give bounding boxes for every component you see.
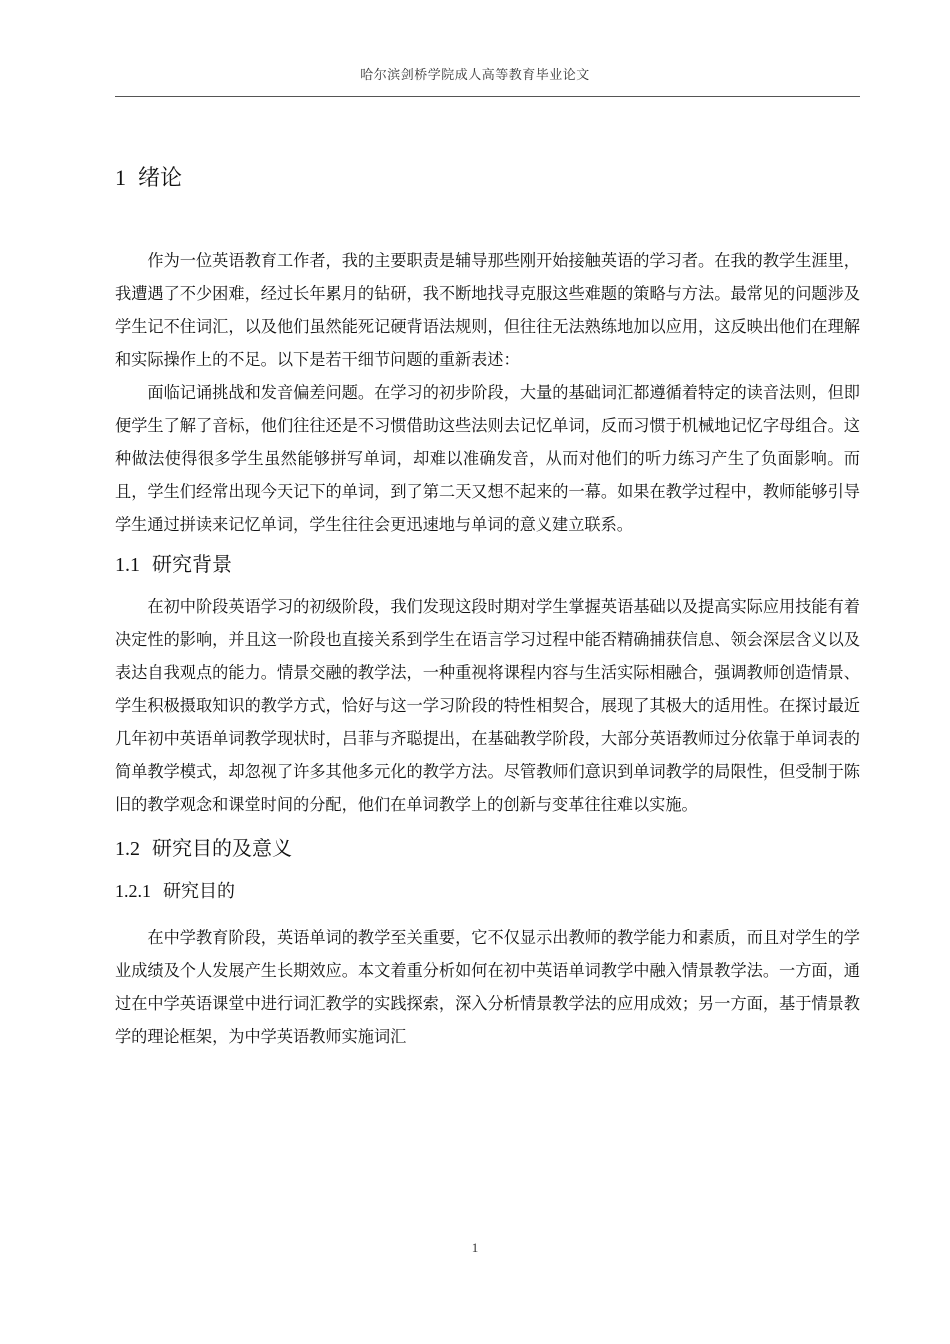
subsection-heading-1-2-1 [115,876,860,907]
section-number: 1.2 [115,838,140,860]
chapter-paragraph-2: 面临记诵挑战和发音偏差问题。在学习的初步阶段，大量的基础词汇都遵循着特定的读音法则，但即便学生了解了音标，他们往往还是不习惯借助这些法则去记忆单词，反而习惯于机械地记忆字母组合。这种做法使得很多学生虽然能够拼写单词，却难以准确发音，从而对他们的听力练习产生了负面影响。而且，学生们经常出现今天记下的单词，到了第二天又想不起来的一幕。如果在教学过程中，教师能够引导学生通过拼读来记忆单词，学生往往会更迅速地与单词的意义建立联系。 [115,383,860,534]
subsection-number: 1.2.1 [115,881,151,901]
chapter-title: 绪论 [138,166,183,191]
chapter-heading [115,160,860,197]
subsection-title: 研究目的 [163,881,235,902]
section-title: 研究目的及意义 [152,836,292,860]
section-heading-1-2 [115,831,860,866]
page-number: 1 [471,1240,479,1255]
header-divider [115,96,860,97]
section-1-2-1-paragraph-1: 在中学教育阶段，英语单词的教学至关重要，它不仅显示出教师的教学能力和素质，而且对学生的学业成绩及个人发展产生长期效应。本文着重分析如何在初中英语单词教学中融入情景教学法。一方面，通过在中学英语课堂中进行词汇教学的实践探索，深入分析情景教学法的应用成效；另一方面，基于情景教学的理论框架，为中学英语教师实施词汇 [115,928,860,1046]
section-number: 1.1 [115,554,140,576]
section-heading-1-1 [115,547,860,582]
section-title: 研究背景 [152,552,232,576]
chapter-number: 1 [115,165,126,190]
chapter-paragraph-1: 作为一位英语教育工作者，我的主要职责是辅导那些刚开始接触英语的学习者。在我的教学生涯里，我遭遇了不少困难，经过长年累月的钻研，我不断地找寻克服这些难题的策略与方法。最常见的问题涉及学生记不住词汇，以及他们虽然能死记硬背语法规则，但往往无法熟练地加以应用，这反映出他们在理解和实际操作上的不足。以下是若干细节问题的重新表述： [115,251,860,369]
running-header: 哈尔滨剑桥学院成人高等教育毕业论文 [360,68,590,83]
section-1-1-paragraph-1: 在初中阶段英语学习的初级阶段，我们发现这段时期对学生掌握英语基础以及提高实际应用技能有着决定性的影响，并且这一阶段也直接关系到学生在语言学习过程中能否精确捕获信息、领会深层含义以及表达自我观点的能力。情景交融的教学法，一种重视将课程内容与生活实际相融合，强调教师创造情景、学生积极摄取知识的教学方式，恰好与这一学习阶段的特性相契合，展现了其极大的适用性。在探讨最近几年初中英语单词教学现状时，吕菲与齐聪提出，在基础教学阶段，大部分英语教师过分依靠于单词表的简单教学模式，却忽视了许多其他多元化的教学方法。尽管教师们意识到单词教学的局限性，但受制于陈旧的教学观念和课堂时间的分配，他们在单词教学上的创新与变革往往难以实施。 [115,597,860,814]
page-body [115,160,860,1053]
